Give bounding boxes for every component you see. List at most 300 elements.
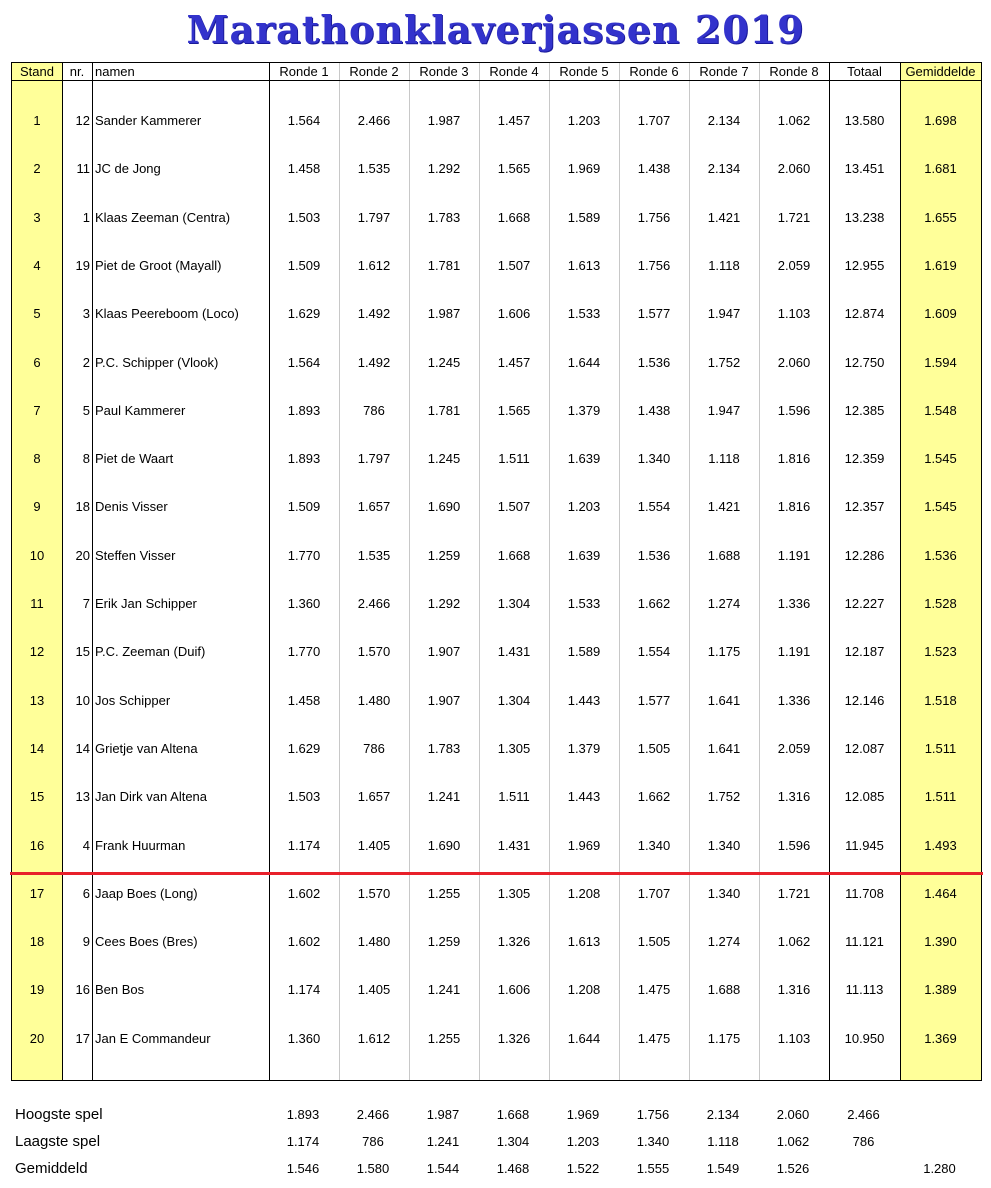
summary-row bbox=[0, 1107, 991, 1125]
header-ronde-6: Ronde 6 bbox=[629, 64, 679, 79]
cell-ronde-3: 1.907 bbox=[427, 693, 461, 708]
cell-ronde-7: 1.340 bbox=[707, 838, 741, 853]
cell-naam: P.C. Schipper (Vlook) bbox=[95, 355, 219, 370]
cell-naam: Jan E Commandeur bbox=[95, 1031, 211, 1046]
header-ronde-4: Ronde 4 bbox=[489, 64, 539, 79]
cell-stand: 7 bbox=[33, 403, 41, 418]
summary-ronde-6: 1.555 bbox=[636, 1161, 670, 1176]
cell-ronde-1: 1.602 bbox=[287, 934, 321, 949]
cell-ronde-4: 1.326 bbox=[497, 934, 531, 949]
summary-ronde-3: 1.987 bbox=[426, 1107, 460, 1122]
summary-row bbox=[0, 1161, 991, 1179]
cell-nr: 10 bbox=[75, 693, 90, 708]
cell-ronde-4: 1.668 bbox=[497, 548, 531, 563]
cell-ronde-1: 1.893 bbox=[287, 451, 321, 466]
cell-ronde-7: 1.175 bbox=[707, 644, 741, 659]
cell-ronde-1: 1.602 bbox=[287, 886, 321, 901]
cell-stand: 11 bbox=[30, 596, 44, 611]
cell-ronde-3: 1.690 bbox=[427, 838, 461, 853]
cell-nr: 3 bbox=[82, 306, 90, 321]
cell-ronde-2: 1.492 bbox=[357, 355, 391, 370]
cell-ronde-7: 1.947 bbox=[707, 306, 741, 321]
cell-ronde-4: 1.565 bbox=[497, 161, 531, 176]
cell-nr: 5 bbox=[82, 403, 90, 418]
cell-ronde-2: 2.466 bbox=[357, 113, 391, 128]
summary-ronde-1: 1.174 bbox=[286, 1134, 320, 1149]
cell-ronde-1: 1.564 bbox=[287, 355, 321, 370]
cell-totaal: 12.874 bbox=[844, 306, 885, 321]
cell-ronde-3: 1.245 bbox=[427, 355, 461, 370]
cell-stand: 1 bbox=[33, 113, 41, 128]
summary-ronde-7: 2.134 bbox=[706, 1107, 740, 1122]
cell-gemiddelde: 1.698 bbox=[924, 113, 957, 128]
cell-ronde-7: 1.118 bbox=[708, 451, 740, 466]
cell-totaal: 13.451 bbox=[844, 161, 885, 176]
cell-stand: 19 bbox=[29, 982, 45, 997]
cell-ronde-6: 1.505 bbox=[637, 934, 671, 949]
cell-ronde-7: 1.421 bbox=[707, 499, 741, 514]
cell-nr: 6 bbox=[82, 886, 90, 901]
cell-ronde-6: 1.756 bbox=[637, 258, 671, 273]
cell-gemiddelde: 1.493 bbox=[924, 838, 957, 853]
cell-ronde-7: 1.118 bbox=[708, 258, 740, 273]
cell-ronde-4: 1.304 bbox=[497, 596, 531, 611]
cell-ronde-3: 1.241 bbox=[427, 789, 461, 804]
cell-ronde-3: 1.245 bbox=[427, 451, 461, 466]
column-divider bbox=[92, 63, 93, 1080]
cell-ronde-5: 1.969 bbox=[567, 838, 601, 853]
cell-ronde-2: 1.535 bbox=[357, 161, 391, 176]
cell-ronde-7: 1.641 bbox=[707, 693, 741, 708]
cell-ronde-5: 1.208 bbox=[567, 886, 601, 901]
cell-ronde-5: 1.203 bbox=[567, 499, 601, 514]
cell-ronde-6: 1.707 bbox=[637, 113, 671, 128]
qualification-cutline bbox=[10, 872, 983, 875]
cell-ronde-8: 1.062 bbox=[777, 113, 811, 128]
cell-ronde-4: 1.511 bbox=[498, 789, 530, 804]
header-ronde-1: Ronde 1 bbox=[279, 64, 329, 79]
cell-ronde-6: 1.340 bbox=[637, 451, 671, 466]
summary-ronde-8: 1.526 bbox=[776, 1161, 810, 1176]
cell-naam: Klaas Peereboom (Loco) bbox=[95, 306, 239, 321]
cell-gemiddelde: 1.548 bbox=[924, 403, 957, 418]
cell-ronde-1: 1.629 bbox=[287, 306, 321, 321]
summary-ronde-2: 1.580 bbox=[356, 1161, 390, 1176]
cell-ronde-1: 1.770 bbox=[287, 548, 321, 563]
cell-ronde-6: 1.475 bbox=[637, 982, 671, 997]
cell-ronde-5: 1.533 bbox=[567, 596, 601, 611]
cell-ronde-3: 1.987 bbox=[427, 113, 461, 128]
cell-gemiddelde: 1.594 bbox=[924, 355, 957, 370]
cell-ronde-4: 1.305 bbox=[497, 741, 531, 756]
cell-ronde-8: 1.103 bbox=[777, 1031, 811, 1046]
cell-nr: 17 bbox=[75, 1031, 90, 1046]
cell-totaal: 11.113 bbox=[845, 982, 884, 997]
cell-ronde-3: 1.241 bbox=[427, 982, 461, 997]
cell-ronde-2: 1.612 bbox=[357, 258, 391, 273]
cell-ronde-5: 1.613 bbox=[567, 934, 601, 949]
cell-ronde-5: 1.644 bbox=[567, 1031, 601, 1046]
cell-ronde-8: 2.060 bbox=[777, 355, 811, 370]
cell-naam: JC de Jong bbox=[95, 161, 161, 176]
cell-naam: Erik Jan Schipper bbox=[95, 596, 197, 611]
standings-table bbox=[11, 62, 982, 1081]
cell-ronde-2: 1.612 bbox=[357, 1031, 391, 1046]
cell-ronde-5: 1.589 bbox=[567, 644, 601, 659]
cell-nr: 9 bbox=[82, 934, 90, 949]
cell-totaal: 12.286 bbox=[844, 548, 885, 563]
cell-gemiddelde: 1.518 bbox=[924, 693, 957, 708]
cell-ronde-4: 1.431 bbox=[497, 838, 531, 853]
cell-ronde-3: 1.255 bbox=[427, 1031, 461, 1046]
cell-stand: 18 bbox=[29, 934, 45, 949]
cell-totaal: 12.146 bbox=[844, 693, 885, 708]
cell-ronde-4: 1.606 bbox=[497, 982, 531, 997]
cell-gemiddelde: 1.681 bbox=[924, 161, 957, 176]
cell-totaal: 11.945 bbox=[845, 838, 884, 853]
cell-stand: 10 bbox=[29, 548, 45, 563]
cell-ronde-4: 1.431 bbox=[497, 644, 531, 659]
cell-ronde-1: 1.458 bbox=[287, 161, 321, 176]
cell-totaal: 12.227 bbox=[844, 596, 885, 611]
cell-ronde-4: 1.457 bbox=[497, 355, 531, 370]
cell-stand: 9 bbox=[33, 499, 41, 514]
cell-ronde-2: 1.657 bbox=[357, 499, 391, 514]
cell-ronde-6: 1.438 bbox=[637, 161, 671, 176]
header-ronde-7: Ronde 7 bbox=[699, 64, 749, 79]
cell-ronde-2: 2.466 bbox=[357, 596, 391, 611]
cell-ronde-8: 1.191 bbox=[777, 644, 811, 659]
cell-nr: 7 bbox=[82, 596, 90, 611]
cell-ronde-2: 1.797 bbox=[357, 210, 391, 225]
header-ronde-2: Ronde 2 bbox=[349, 64, 399, 79]
cell-stand: 5 bbox=[33, 306, 41, 321]
cell-nr: 18 bbox=[75, 499, 90, 514]
cell-ronde-8: 1.721 bbox=[777, 210, 811, 225]
header-nr: nr. bbox=[69, 64, 85, 79]
cell-totaal: 11.121 bbox=[845, 934, 884, 949]
cell-ronde-6: 1.554 bbox=[637, 499, 671, 514]
cell-naam: Denis Visser bbox=[95, 499, 168, 514]
summary-ronde-7: 1.549 bbox=[706, 1161, 740, 1176]
cell-ronde-8: 1.103 bbox=[777, 306, 811, 321]
cell-naam: Piet de Groot (Mayall) bbox=[95, 258, 222, 273]
cell-naam: P.C. Zeeman (Duif) bbox=[95, 644, 206, 659]
cell-ronde-3: 1.907 bbox=[427, 644, 461, 659]
summary-ronde-8: 1.062 bbox=[776, 1134, 810, 1149]
cell-gemiddelde: 1.536 bbox=[924, 548, 957, 563]
cell-nr: 20 bbox=[75, 548, 90, 563]
cell-ronde-3: 1.259 bbox=[427, 548, 461, 563]
header-rule bbox=[12, 80, 981, 81]
cell-stand: 20 bbox=[29, 1031, 45, 1046]
summary-ronde-6: 1.756 bbox=[636, 1107, 670, 1122]
cell-gemiddelde: 1.545 bbox=[924, 451, 957, 466]
cell-totaal: 13.238 bbox=[844, 210, 885, 225]
cell-ronde-3: 1.259 bbox=[427, 934, 461, 949]
cell-totaal: 12.955 bbox=[844, 258, 885, 273]
cell-ronde-8: 1.816 bbox=[777, 451, 811, 466]
summary-ronde-4: 1.668 bbox=[496, 1107, 530, 1122]
cell-stand: 14 bbox=[29, 741, 45, 756]
cell-ronde-6: 1.662 bbox=[637, 596, 671, 611]
cell-naam: Jos Schipper bbox=[95, 693, 171, 708]
cell-ronde-8: 2.059 bbox=[777, 741, 811, 756]
summary-ronde-1: 1.893 bbox=[286, 1107, 320, 1122]
cell-nr: 14 bbox=[75, 741, 90, 756]
cell-ronde-2: 786 bbox=[363, 741, 385, 756]
cell-ronde-6: 1.340 bbox=[637, 838, 671, 853]
summary-row bbox=[0, 1134, 991, 1152]
cell-ronde-6: 1.662 bbox=[637, 789, 671, 804]
cell-stand: 4 bbox=[33, 258, 41, 273]
header-ronde-8: Ronde 8 bbox=[769, 64, 819, 79]
cell-ronde-6: 1.577 bbox=[637, 693, 671, 708]
cell-naam: Ben Bos bbox=[95, 982, 145, 997]
cell-ronde-5: 1.203 bbox=[567, 113, 601, 128]
cell-ronde-4: 1.507 bbox=[497, 499, 531, 514]
cell-totaal: 10.950 bbox=[844, 1031, 885, 1046]
cell-ronde-5: 1.969 bbox=[567, 161, 601, 176]
cell-ronde-8: 1.336 bbox=[777, 596, 811, 611]
cell-ronde-2: 786 bbox=[363, 403, 385, 418]
cell-gemiddelde: 1.369 bbox=[924, 1031, 957, 1046]
cell-gemiddelde: 1.511 bbox=[924, 789, 957, 804]
cell-stand: 15 bbox=[29, 789, 45, 804]
cell-ronde-3: 1.781 bbox=[427, 258, 461, 273]
summary-ronde-3: 1.544 bbox=[426, 1161, 460, 1176]
cell-stand: 17 bbox=[29, 886, 45, 901]
cell-ronde-2: 1.570 bbox=[357, 644, 391, 659]
cell-ronde-7: 2.134 bbox=[707, 113, 741, 128]
cell-gemiddelde: 1.511 bbox=[924, 741, 957, 756]
cell-nr: 8 bbox=[82, 451, 90, 466]
cell-gemiddelde: 1.523 bbox=[924, 644, 957, 659]
cell-ronde-4: 1.326 bbox=[497, 1031, 531, 1046]
cell-ronde-7: 2.134 bbox=[707, 161, 741, 176]
summary-label: Hoogste spel bbox=[15, 1106, 103, 1123]
cell-totaal: 13.580 bbox=[844, 113, 885, 128]
cell-totaal: 12.085 bbox=[844, 789, 885, 804]
cell-ronde-1: 1.509 bbox=[287, 499, 321, 514]
cell-ronde-4: 1.457 bbox=[497, 113, 531, 128]
cell-ronde-8: 1.062 bbox=[777, 934, 811, 949]
cell-ronde-1: 1.564 bbox=[287, 113, 321, 128]
cell-ronde-7: 1.274 bbox=[707, 596, 741, 611]
summary-totaal: 786 bbox=[852, 1134, 875, 1149]
cell-ronde-2: 1.480 bbox=[357, 693, 391, 708]
cell-ronde-2: 1.492 bbox=[357, 306, 391, 321]
cell-ronde-7: 1.641 bbox=[707, 741, 741, 756]
page-title: Marathonklaverjassen 2019 bbox=[186, 7, 805, 52]
summary-ronde-7: 1.118 bbox=[707, 1134, 739, 1149]
cell-ronde-5: 1.639 bbox=[567, 548, 601, 563]
cell-nr: 11 bbox=[76, 161, 90, 176]
summary-gemiddelde: 1.280 bbox=[923, 1161, 956, 1176]
cell-ronde-7: 1.688 bbox=[707, 982, 741, 997]
cell-ronde-5: 1.443 bbox=[567, 693, 601, 708]
cell-ronde-5: 1.644 bbox=[567, 355, 601, 370]
cell-ronde-8: 1.816 bbox=[777, 499, 811, 514]
cell-stand: 3 bbox=[33, 210, 41, 225]
cell-stand: 12 bbox=[29, 644, 45, 659]
summary-label: Laagste spel bbox=[15, 1133, 101, 1150]
cell-ronde-1: 1.503 bbox=[287, 210, 321, 225]
cell-gemiddelde: 1.655 bbox=[924, 210, 957, 225]
cell-ronde-3: 1.255 bbox=[427, 886, 461, 901]
cell-ronde-8: 1.596 bbox=[777, 403, 811, 418]
summary-ronde-5: 1.969 bbox=[566, 1107, 600, 1122]
header-gemiddelde: Gemiddelde bbox=[905, 64, 976, 79]
cell-ronde-5: 1.379 bbox=[567, 403, 601, 418]
summary-ronde-4: 1.304 bbox=[496, 1134, 530, 1149]
cell-naam: Jaap Boes (Long) bbox=[95, 886, 198, 901]
cell-ronde-8: 1.191 bbox=[777, 548, 811, 563]
cell-nr: 4 bbox=[82, 838, 90, 853]
cell-ronde-2: 1.405 bbox=[357, 838, 391, 853]
cell-ronde-2: 1.535 bbox=[357, 548, 391, 563]
cell-nr: 1 bbox=[82, 210, 90, 225]
cell-nr: 19 bbox=[75, 258, 90, 273]
cell-gemiddelde: 1.389 bbox=[924, 982, 957, 997]
cell-totaal: 11.708 bbox=[845, 886, 884, 901]
cell-ronde-8: 2.059 bbox=[777, 258, 811, 273]
summary-ronde-4: 1.468 bbox=[496, 1161, 530, 1176]
cell-ronde-4: 1.507 bbox=[497, 258, 531, 273]
cell-ronde-1: 1.174 bbox=[287, 982, 321, 997]
cell-ronde-8: 1.316 bbox=[777, 982, 811, 997]
cell-ronde-8: 1.316 bbox=[777, 789, 811, 804]
cell-gemiddelde: 1.545 bbox=[924, 499, 957, 514]
cell-ronde-1: 1.174 bbox=[287, 838, 321, 853]
cell-gemiddelde: 1.390 bbox=[924, 934, 957, 949]
cell-nr: 13 bbox=[75, 789, 90, 804]
cell-ronde-1: 1.893 bbox=[287, 403, 321, 418]
cell-ronde-5: 1.533 bbox=[567, 306, 601, 321]
cell-gemiddelde: 1.609 bbox=[924, 306, 957, 321]
summary-ronde-6: 1.340 bbox=[636, 1134, 670, 1149]
cell-stand: 6 bbox=[33, 355, 41, 370]
cell-ronde-7: 1.421 bbox=[707, 210, 741, 225]
cell-ronde-4: 1.668 bbox=[497, 210, 531, 225]
cell-totaal: 12.359 bbox=[844, 451, 885, 466]
summary-ronde-2: 786 bbox=[362, 1134, 384, 1149]
cell-ronde-3: 1.690 bbox=[427, 499, 461, 514]
cell-ronde-6: 1.505 bbox=[637, 741, 671, 756]
cell-ronde-5: 1.589 bbox=[567, 210, 601, 225]
summary-ronde-2: 2.466 bbox=[356, 1107, 390, 1122]
cell-naam: Grietje van Altena bbox=[95, 741, 198, 756]
cell-ronde-7: 1.752 bbox=[707, 789, 741, 804]
cell-ronde-5: 1.443 bbox=[567, 789, 601, 804]
cell-ronde-6: 1.536 bbox=[637, 548, 671, 563]
cell-nr: 2 bbox=[82, 355, 90, 370]
cell-ronde-7: 1.274 bbox=[707, 934, 741, 949]
cell-ronde-5: 1.639 bbox=[567, 451, 601, 466]
cell-naam: Frank Huurman bbox=[95, 838, 186, 853]
cell-ronde-8: 1.336 bbox=[777, 693, 811, 708]
cell-totaal: 12.750 bbox=[844, 355, 885, 370]
cell-ronde-1: 1.509 bbox=[287, 258, 321, 273]
summary-ronde-5: 1.522 bbox=[566, 1161, 600, 1176]
cell-ronde-8: 2.060 bbox=[777, 161, 811, 176]
cell-ronde-1: 1.629 bbox=[287, 741, 321, 756]
cell-ronde-7: 1.340 bbox=[707, 886, 741, 901]
cell-ronde-1: 1.770 bbox=[287, 644, 321, 659]
summary-ronde-5: 1.203 bbox=[566, 1134, 600, 1149]
header-stand: Stand bbox=[20, 64, 54, 79]
cell-naam: Cees Boes (Bres) bbox=[95, 934, 198, 949]
cell-gemiddelde: 1.619 bbox=[924, 258, 957, 273]
cell-ronde-3: 1.987 bbox=[427, 306, 461, 321]
cell-stand: 13 bbox=[29, 693, 45, 708]
summary-ronde-3: 1.241 bbox=[426, 1134, 460, 1149]
cell-naam: Jan Dirk van Altena bbox=[95, 789, 208, 804]
cell-ronde-7: 1.688 bbox=[707, 548, 741, 563]
cell-ronde-5: 1.208 bbox=[567, 982, 601, 997]
cell-ronde-5: 1.613 bbox=[567, 258, 601, 273]
cell-ronde-2: 1.480 bbox=[357, 934, 391, 949]
cell-totaal: 12.187 bbox=[844, 644, 885, 659]
cell-ronde-4: 1.565 bbox=[497, 403, 531, 418]
cell-ronde-6: 1.536 bbox=[637, 355, 671, 370]
cell-ronde-7: 1.752 bbox=[707, 355, 741, 370]
cell-totaal: 12.087 bbox=[844, 741, 885, 756]
cell-stand: 2 bbox=[33, 161, 41, 176]
cell-ronde-8: 1.596 bbox=[777, 838, 811, 853]
cell-ronde-4: 1.511 bbox=[498, 451, 530, 466]
cell-ronde-2: 1.797 bbox=[357, 451, 391, 466]
cell-ronde-3: 1.783 bbox=[427, 741, 461, 756]
cell-naam: Steffen Visser bbox=[95, 548, 176, 563]
cell-ronde-1: 1.360 bbox=[287, 1031, 321, 1046]
cell-naam: Paul Kammerer bbox=[95, 403, 186, 418]
cell-ronde-4: 1.305 bbox=[497, 886, 531, 901]
cell-ronde-2: 1.570 bbox=[357, 886, 391, 901]
cell-ronde-1: 1.458 bbox=[287, 693, 321, 708]
summary-ronde-8: 2.060 bbox=[776, 1107, 810, 1122]
summary-ronde-1: 1.546 bbox=[286, 1161, 320, 1176]
cell-ronde-1: 1.360 bbox=[287, 596, 321, 611]
cell-ronde-7: 1.947 bbox=[707, 403, 741, 418]
cell-stand: 16 bbox=[29, 838, 45, 853]
cell-ronde-6: 1.707 bbox=[637, 886, 671, 901]
cell-ronde-6: 1.577 bbox=[637, 306, 671, 321]
cell-ronde-6: 1.438 bbox=[637, 403, 671, 418]
cell-ronde-1: 1.503 bbox=[287, 789, 321, 804]
cell-naam: Piet de Waart bbox=[95, 451, 174, 466]
header-ronde-5: Ronde 5 bbox=[559, 64, 609, 79]
summary-totaal: 2.466 bbox=[847, 1107, 880, 1122]
cell-ronde-3: 1.292 bbox=[427, 596, 461, 611]
cell-ronde-4: 1.304 bbox=[497, 693, 531, 708]
summary-label: Gemiddeld bbox=[15, 1160, 88, 1177]
cell-nr: 16 bbox=[75, 982, 90, 997]
cell-ronde-6: 1.756 bbox=[637, 210, 671, 225]
cell-nr: 15 bbox=[75, 644, 90, 659]
cell-ronde-5: 1.379 bbox=[567, 741, 601, 756]
cell-ronde-7: 1.175 bbox=[707, 1031, 741, 1046]
cell-ronde-6: 1.554 bbox=[637, 644, 671, 659]
header-namen: namen bbox=[95, 64, 135, 79]
cell-ronde-8: 1.721 bbox=[777, 886, 811, 901]
cell-stand: 8 bbox=[33, 451, 41, 466]
cell-ronde-3: 1.783 bbox=[427, 210, 461, 225]
cell-ronde-6: 1.475 bbox=[637, 1031, 671, 1046]
cell-naam: Klaas Zeeman (Centra) bbox=[95, 210, 231, 225]
cell-gemiddelde: 1.464 bbox=[924, 886, 957, 901]
cell-gemiddelde: 1.528 bbox=[924, 596, 957, 611]
